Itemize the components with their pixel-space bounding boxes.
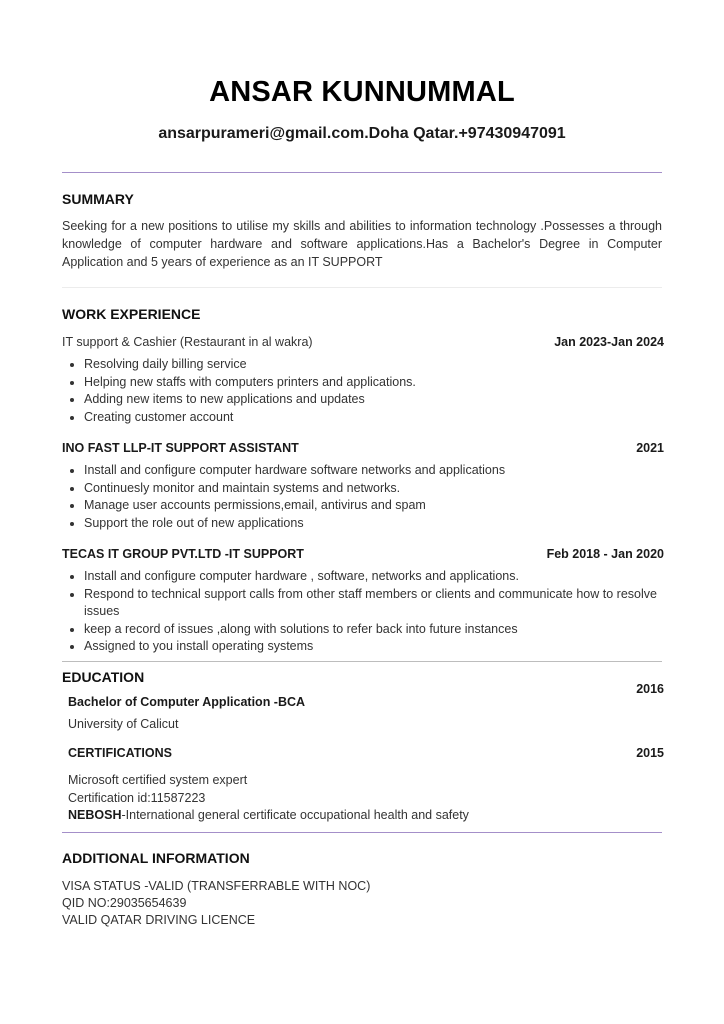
divider <box>62 287 662 288</box>
job-date: Jan 2023-Jan 2024 <box>554 335 664 349</box>
candidate-name: ANSAR KUNNUMMAL <box>209 76 515 108</box>
list-item: • Install and configure computer hardware , software, networks and applications. <box>84 568 664 586</box>
school: University of Calicut <box>68 717 179 731</box>
list-item: • Assigned to you install operating systems <box>84 638 664 656</box>
certifications-year: 2015 <box>636 746 664 760</box>
list-item: • Continuesly monitor and maintain systems and networks. <box>84 480 664 498</box>
divider <box>62 832 662 833</box>
list-item: • Install and configure computer hardware software networks and applications <box>84 462 664 480</box>
degree: Bachelor of Computer Application -BCA <box>68 695 306 709</box>
summary-text: Seeking for a new positions to utilise my skills and abilities to information technology .Possesses a through knowledge of computer hardware and software applications.Has a Bachelor's Degree in Computer Application and 5 years of experience as an IT SUPPORT <box>62 219 662 269</box>
list-item: • Adding new items to new applications and updates <box>84 391 664 409</box>
job-title: IT support & Cashier (Restaurant in al wakra) <box>62 335 313 349</box>
list-item: • Resolving daily billing service <box>84 356 664 374</box>
list-item: • Respond to technical support calls from other staff members or clients and communicate how to resolve issues <box>84 586 664 621</box>
certification-line: Microsoft certified system expert <box>68 773 248 787</box>
divider <box>62 172 662 173</box>
education-heading: EDUCATION <box>62 669 145 685</box>
list-item: • Support the role out of new applications <box>84 515 664 533</box>
work-experience-heading: WORK EXPERIENCE <box>62 306 201 322</box>
visa-status: VISA STATUS -VALID (TRANSFERRABLE WITH NOC) <box>62 879 371 893</box>
nebosh-label: NEBOSH <box>68 808 122 822</box>
list-item: • keep a record of issues ,along with solutions to refer back into future instances <box>84 621 664 639</box>
qid-number: QID NO:29035654639 <box>62 896 187 910</box>
job-duties-list <box>62 568 664 656</box>
job-duties-list <box>62 462 664 532</box>
job-title: TECAS IT GROUP PVT.LTD -IT SUPPORT <box>62 547 304 561</box>
list-item: • Manage user accounts permissions,email, antivirus and spam <box>84 497 664 515</box>
driving-licence: VALID QATAR DRIVING LICENCE <box>62 913 256 927</box>
list-item: • Helping new staffs with computers printers and applications. <box>84 374 664 392</box>
certification-id: Certification id:11587223 <box>68 791 206 805</box>
divider <box>62 661 662 662</box>
certifications-heading: CERTIFICATIONS <box>68 746 172 760</box>
summary-heading: SUMMARY <box>62 191 134 207</box>
list-item: • Creating customer account <box>84 409 664 427</box>
job-date: Feb 2018 - Jan 2020 <box>546 547 664 561</box>
additional-info-heading: ADDITIONAL INFORMATION <box>62 850 250 866</box>
job-duties-list <box>62 356 664 426</box>
education-year: 2016 <box>636 682 664 696</box>
nebosh-line <box>68 808 469 822</box>
job-title: INO FAST LLP-IT SUPPORT ASSISTANT <box>62 441 299 455</box>
contact-line: ansarpurameri@gmail.com.Doha Qatar.+97430947091 <box>158 125 566 142</box>
nebosh-text: -International general certificate occupational health and safety <box>121 808 469 822</box>
job-date: 2021 <box>636 441 664 455</box>
